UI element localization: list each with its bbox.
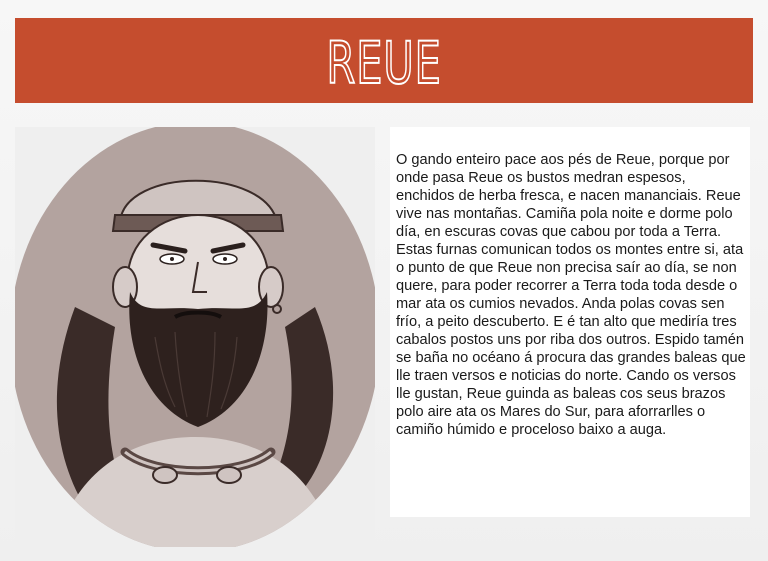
text-panel: [390, 127, 750, 517]
paragraph-1: O gando enteiro pace aos pés de Reue, porque por onde pasa Reue os bustos medran espesos, enchidos de herba fresca, e nacen mananciais. Reue vive nas montañas. Camiña pola noite e dorme polo día, en escuras covas que cabou por toda a Terra.: [396, 152, 741, 240]
slide-title: REUE: [326, 28, 442, 97]
character-illustration: [15, 127, 375, 547]
body-text: [396, 151, 746, 439]
title-banner: [15, 18, 753, 103]
paragraph-2: Estas furnas comunican todos os montes entre si, ata o punto de que Reue non precisa saír ao día, se non quere, para poder recorrer a Terra toda toda desde o mar ata os cumios nevados. Anda polas covas sen frío, a peito descuberto. E é tan alto que mediría tres cabalos postos uns por riba dos outros. Espido tamén se baña no océano á procura das grandes baleas que lle traen versos e noticias do norte. Cando os versos lle gustan, Reue guinda as baleas cos seus brazos polo aire ata os Mares do Sur, para aforrarlles o camiño húmido e proceloso baixo a auga.: [396, 242, 746, 438]
